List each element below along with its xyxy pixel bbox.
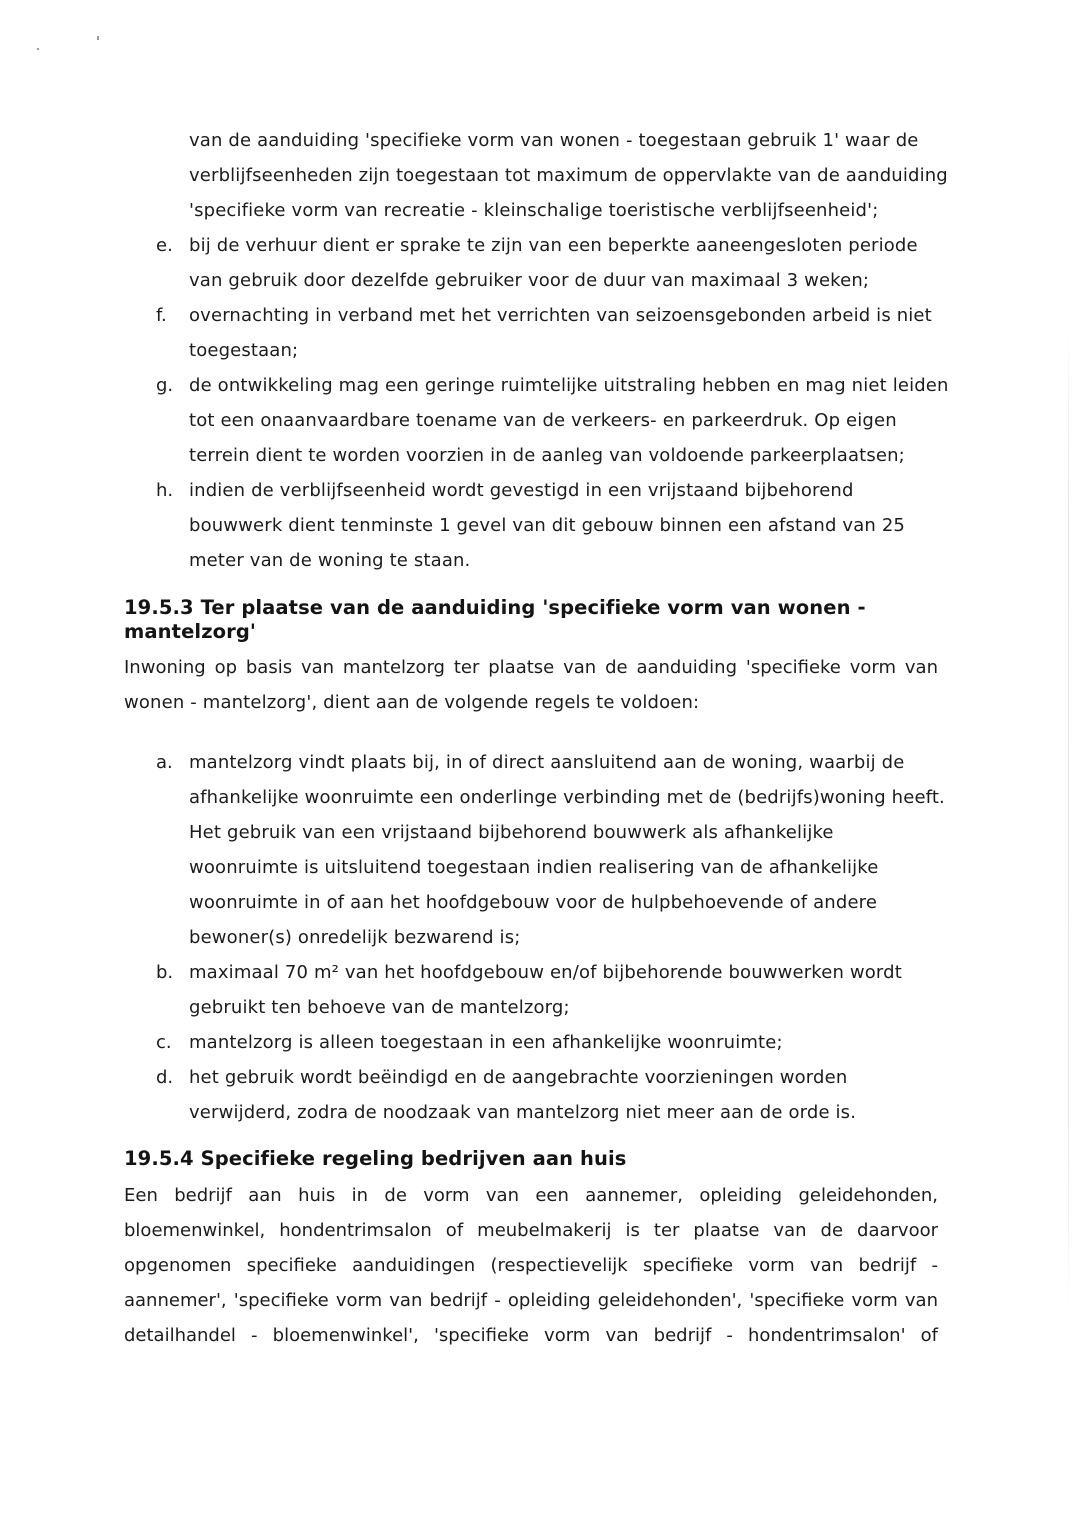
scan-speck	[37, 48, 39, 50]
scan-speck	[97, 36, 99, 40]
list-marker: f.	[156, 305, 167, 326]
section-heading: 19.5.4 Specifieke regeling bedrijven aan huis	[124, 1147, 627, 1170]
list-item-line: bij de verhuur dient er sprake te zijn van een beperkte aaneengesloten periode	[189, 235, 918, 256]
list-item-line: Het gebruik van een vrijstaand bijbehorend bouwwerk als afhankelijke	[189, 822, 834, 843]
paragraph-line: wonen - mantelzorg', dient aan de volgende regels te voldoen:	[124, 692, 700, 713]
section-heading: 19.5.3 Ter plaatse van de aanduiding 'specifieke vorm van wonen -	[124, 596, 866, 619]
paragraph-line: detailhandel - bloemenwinkel', 'specifieke vorm van bedrijf - hondentrimsalon' of	[124, 1325, 938, 1346]
paragraph-line: Inwoning op basis van mantelzorg ter plaatse van de aanduiding 'specifieke vorm van	[124, 657, 938, 678]
list-item-line: van gebruik door dezelfde gebruiker voor de duur van maximaal 3 weken;	[189, 270, 870, 291]
list-item-line: woonruimte in of aan het hoofdgebouw voor de hulpbehoevende of andere	[189, 892, 878, 913]
paragraph-line: aannemer', 'specifieke vorm van bedrijf - opleiding geleidehonden', 'specifieke vorm van	[124, 1290, 938, 1311]
list-item-line: overnachting in verband met het verrichten van seizoensgebonden arbeid is niet	[189, 305, 932, 326]
list-marker: g.	[156, 375, 174, 396]
list-item-line: gebruikt ten behoeve van de mantelzorg;	[189, 997, 570, 1018]
list-marker: e.	[156, 235, 173, 256]
body-text-line: verblijfseenheden zijn toegestaan tot maximum de oppervlakte van de aanduiding	[189, 165, 948, 186]
list-item-line: bewoner(s) onredelijk bezwarend is;	[189, 927, 521, 948]
list-item-line: verwijderd, zodra de noodzaak van mantelzorg niet meer aan de orde is.	[189, 1102, 857, 1123]
list-marker: a.	[156, 752, 173, 773]
list-item-line: maximaal 70 m² van het hoofdgebouw en/of bijbehorende bouwwerken wordt	[189, 962, 902, 983]
list-item-line: mantelzorg vindt plaats bij, in of direct aansluitend aan de woning, waarbij de	[189, 752, 905, 773]
paragraph-line: bloemenwinkel, hondentrimsalon of meubelmakerij is ter plaatse van de daarvoor	[124, 1220, 938, 1241]
list-item-line: toegestaan;	[189, 340, 299, 361]
scan-edge-line	[1068, 320, 1069, 1320]
list-item-line: woonruimte is uitsluitend toegestaan indien realisering van de afhankelijke	[189, 857, 879, 878]
list-item-line: tot een onaanvaardbare toename van de verkeers- en parkeerdruk. Op eigen	[189, 410, 897, 431]
section-heading: mantelzorg'	[124, 620, 256, 643]
list-item-line: terrein dient te worden voorzien in de aanleg van voldoende parkeerplaatsen;	[189, 445, 905, 466]
list-item-line: mantelzorg is alleen toegestaan in een afhankelijke woonruimte;	[189, 1032, 783, 1053]
list-marker: h.	[156, 480, 174, 501]
list-marker: c.	[156, 1032, 172, 1053]
list-item-line: meter van de woning te staan.	[189, 550, 471, 571]
body-text-line: van de aanduiding 'specifieke vorm van wonen - toegestaan gebruik 1' waar de	[189, 130, 919, 151]
list-item-line: indien de verblijfseenheid wordt gevestigd in een vrijstaand bijbehorend	[189, 480, 854, 501]
list-marker: d.	[156, 1067, 174, 1088]
paragraph-line: opgenomen specifieke aanduidingen (respectievelijk specifieke vorm van bedrijf -	[124, 1255, 938, 1276]
list-item-line: afhankelijke woonruimte een onderlinge verbinding met de (bedrijfs)woning heeft.	[189, 787, 945, 808]
paragraph-line: Een bedrijf aan huis in de vorm van een aannemer, opleiding geleidehonden,	[124, 1185, 938, 1206]
list-item-line: het gebruik wordt beëindigd en de aangebrachte voorzieningen worden	[189, 1067, 848, 1088]
body-text-line: 'specifieke vorm van recreatie - kleinschalige toeristische verblijfseenheid';	[189, 200, 879, 221]
list-item-line: de ontwikkeling mag een geringe ruimtelijke uitstraling hebben en mag niet leiden	[189, 375, 949, 396]
list-item-line: bouwwerk dient tenminste 1 gevel van dit gebouw binnen een afstand van 25	[189, 515, 906, 536]
list-marker: b.	[156, 962, 174, 983]
